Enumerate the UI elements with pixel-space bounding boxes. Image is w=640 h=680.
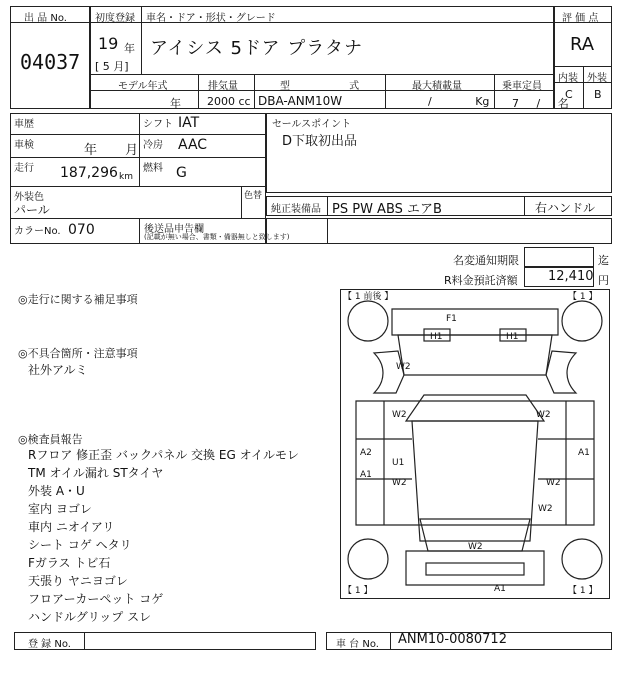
roof xyxy=(412,421,538,541)
damage-mark: A1 xyxy=(494,584,506,594)
type-label: 型 式 xyxy=(280,81,388,92)
inspector-item: TM オイル漏れ STタイヤ xyxy=(28,466,164,480)
inspector-item: 天張り ヤニヨゴレ xyxy=(28,574,128,588)
reg-no-label: 登 録 No. xyxy=(28,639,71,650)
aftermarket-box xyxy=(266,218,612,244)
inspection-label: 車検 xyxy=(14,140,34,151)
hood xyxy=(398,335,552,375)
mileage-unit: km xyxy=(119,172,133,182)
ac-label: 冷房 xyxy=(143,140,163,151)
damage-mark: H1 xyxy=(506,332,519,342)
sales-point-label: セールスポイント xyxy=(272,119,352,130)
capacity-value: 7 / 名 xyxy=(512,97,569,110)
windshield xyxy=(406,395,544,421)
sales-point-value: D下取初出品 xyxy=(282,134,358,149)
wheel-rear-left xyxy=(348,539,388,579)
type-value: DBA-ANM10W xyxy=(258,94,343,108)
max-load-value: / Kg xyxy=(428,95,490,108)
front-fender-left xyxy=(374,351,404,393)
mileage-label: 走行 xyxy=(14,163,34,174)
recycle-amount: 12,410 xyxy=(548,269,594,284)
car-damage-diagram xyxy=(340,289,610,599)
chassis-number: ANM10-0080712 xyxy=(398,632,507,647)
inspector-item: 外装 A・U xyxy=(28,484,85,498)
front-bumper xyxy=(392,309,558,335)
wheel-front-left xyxy=(348,301,388,341)
inspector-item: Fガラス トビ石 xyxy=(28,556,111,570)
mileage-value: 187,296 xyxy=(60,165,118,181)
damage-mark: U1 xyxy=(392,458,405,468)
handle-value: 右ハンドル xyxy=(535,201,596,215)
exterior-label: 外装 xyxy=(587,73,607,84)
lot-number-label: 出 品 No. xyxy=(24,13,67,24)
color-value: パール xyxy=(14,203,50,217)
name-change-label: 名変通知期限 xyxy=(453,254,519,267)
lot-number: 04037 xyxy=(20,50,81,74)
front-fender-right xyxy=(546,351,576,393)
equipment-value: PS PW ABS エアB xyxy=(332,202,442,217)
inspector-title: ◎検査員報告 xyxy=(18,433,83,446)
inspector-item: 室内 ヨゴレ xyxy=(28,502,92,516)
capacity-label: 乗車定員 xyxy=(502,81,542,92)
damage-mark: W2 xyxy=(396,362,411,372)
damage-mark: W2 xyxy=(392,478,407,488)
inspector-item: フロアーカーペット コゲ xyxy=(28,592,164,606)
color-label: 外装色 xyxy=(14,192,44,203)
diagram-corner-tl: 【 1 前後 】 xyxy=(343,292,394,302)
equipment-label: 純正装備品 xyxy=(271,204,321,215)
damage-mark: F1 xyxy=(446,314,457,324)
inspector-item: シート コゲ ヘタリ xyxy=(28,538,132,552)
inspector-item: 車内 ニオイアリ xyxy=(28,520,115,534)
exterior-grade: B xyxy=(594,88,602,101)
wheel-rear-right xyxy=(562,539,602,579)
displacement-label: 排気量 xyxy=(208,81,238,92)
defect-item: 社外アルミ xyxy=(28,363,88,377)
color-no-value: 070 xyxy=(68,222,95,238)
chassis-label: 車 台 No. xyxy=(336,639,379,650)
color-no-label: カラーNo. xyxy=(14,226,61,237)
damage-mark: A2 xyxy=(360,448,372,458)
inspector-item: Rフロア 修正歪 バックパネル 交換 EG オイルモレ xyxy=(28,448,299,462)
shift-label: シフト xyxy=(143,119,173,130)
damage-mark: A1 xyxy=(360,470,372,480)
car-name-label: 車名・ドア・形状・グレード xyxy=(146,13,276,24)
history-label: 車歴 xyxy=(14,119,34,130)
fuel-label: 燃料 xyxy=(143,163,163,174)
damage-mark: W2 xyxy=(468,542,483,552)
recycle-label: R料金預託済額 xyxy=(444,274,518,287)
diagram-corner-tr: 【 1 】 xyxy=(568,292,598,302)
defect-title: ◎不具合箇所・注意事項 xyxy=(18,347,138,360)
name-change-unit: 迄 xyxy=(598,254,609,267)
model-year-label: モデル年式 xyxy=(118,81,168,92)
interior-grade: C xyxy=(565,88,573,101)
wheel-front-right xyxy=(562,301,602,341)
car-name: アイシス 5ドア プラタナ xyxy=(150,38,364,59)
damage-mark: H1 xyxy=(430,332,443,342)
rear-bumper xyxy=(406,551,544,585)
aftermarket-label: 後送品申告欄 xyxy=(144,224,204,235)
diagram-corner-bl: 【 1 】 xyxy=(343,586,373,596)
shift-value: IAT xyxy=(178,115,200,131)
first-reg-label: 初度登録 xyxy=(95,13,135,24)
damage-mark: W2 xyxy=(392,410,407,420)
ac-value: AAC xyxy=(178,137,208,153)
damage-mark: W2 xyxy=(538,504,553,514)
max-load-label: 最大積載量 xyxy=(412,81,462,92)
first-reg-year: 19 xyxy=(98,34,119,53)
grade-value: RA xyxy=(570,34,595,55)
aftermarket-note: (記載が無い場合、書類・備器無しと致します) xyxy=(144,233,290,241)
supplement-title: ◎走行に関する補足事項 xyxy=(18,293,138,306)
model-year-unit: 年 xyxy=(170,97,181,110)
first-reg-year-unit: 年 xyxy=(124,42,135,55)
damage-mark: A1 xyxy=(578,448,590,458)
diagram-corner-br: 【 1 】 xyxy=(568,586,598,596)
displacement-value: 2000 cc xyxy=(207,95,251,108)
name-change-box xyxy=(524,247,594,267)
damage-mark: W2 xyxy=(536,410,551,420)
first-reg-month: [ 5 月] xyxy=(95,60,129,73)
inspector-item: ハンドルグリップ スレ xyxy=(28,610,152,624)
damage-mark: W2 xyxy=(546,478,561,488)
inspection-value: 年 月 xyxy=(84,143,139,158)
repaint-label: 色替 xyxy=(244,191,263,201)
fuel-value: G xyxy=(176,165,187,181)
recycle-unit: 円 xyxy=(598,274,609,287)
grade-label: 評 価 点 xyxy=(562,13,599,24)
interior-label: 内装 xyxy=(558,73,578,84)
